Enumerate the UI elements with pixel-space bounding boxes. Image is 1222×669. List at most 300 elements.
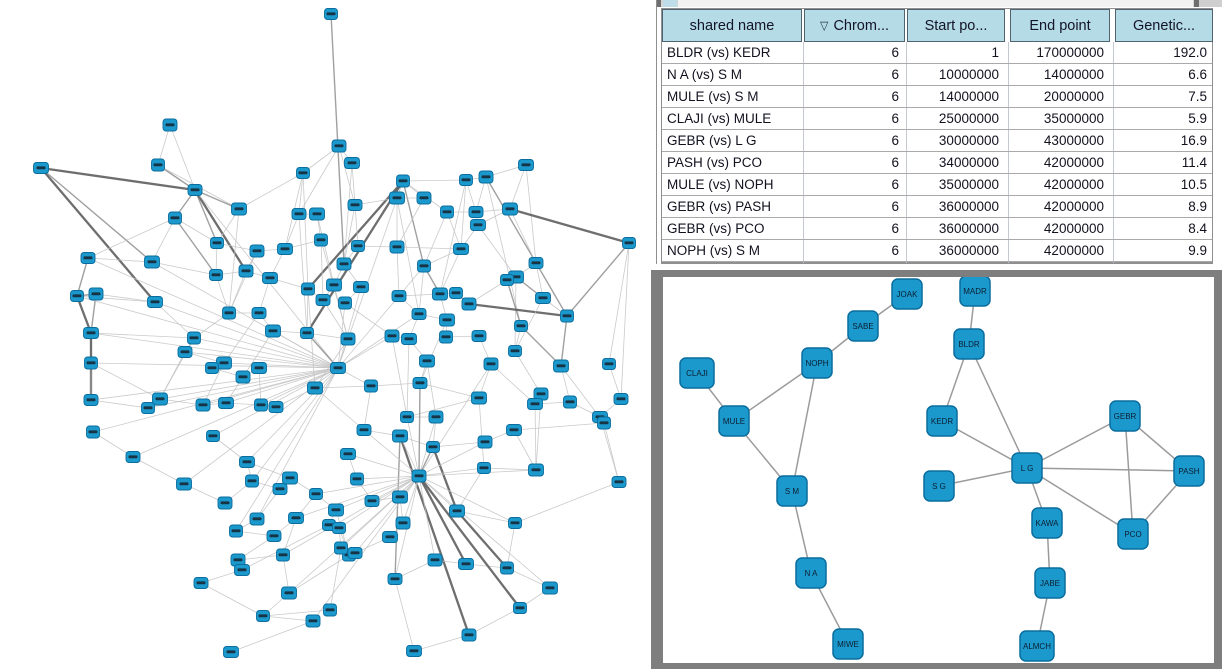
network-edge	[303, 173, 308, 289]
graph-node-almch[interactable]	[1020, 631, 1054, 661]
graph-node[interactable]	[316, 295, 330, 306]
node-label-smudge	[386, 535, 395, 538]
network-edge	[479, 398, 484, 468]
graph-node[interactable]	[310, 208, 325, 220]
graph-node[interactable]	[87, 426, 100, 438]
graph-node[interactable]	[401, 412, 414, 423]
graph-node[interactable]	[614, 394, 628, 405]
graph-node[interactable]	[412, 470, 426, 482]
graph-node-joak[interactable]	[892, 279, 922, 309]
graph-node[interactable]	[390, 241, 404, 253]
graph-node[interactable]	[515, 321, 528, 332]
network-edge	[263, 616, 313, 621]
table-row[interactable]	[662, 86, 1212, 108]
graph-node[interactable]	[603, 359, 616, 370]
node-label-smudge	[286, 476, 295, 479]
column-header-end_point[interactable]	[1010, 9, 1110, 42]
graph-node[interactable]	[462, 629, 476, 641]
graph-node[interactable]	[273, 484, 287, 495]
node-label-smudge	[191, 188, 200, 191]
table-scrollbar[interactable]	[656, 0, 1222, 7]
graph-node[interactable]	[471, 220, 486, 231]
table-row[interactable]	[662, 196, 1212, 218]
graph-node[interactable]	[297, 168, 310, 179]
graph-node[interactable]	[178, 347, 192, 358]
graph-node[interactable]	[81, 253, 95, 264]
table-cell-start_point: 1	[991, 45, 999, 60]
graph-node[interactable]	[390, 192, 405, 204]
node-label-smudge	[429, 445, 438, 448]
graph-node[interactable]	[188, 185, 202, 196]
table-cell-end_point: 42000000	[1043, 155, 1104, 170]
graph-node[interactable]	[341, 449, 356, 460]
table-cell-genetic: 8.4	[1188, 221, 1207, 236]
network-edge	[195, 190, 246, 271]
table-cell-chromosome: 6	[891, 243, 899, 258]
column-header-chromosome[interactable]	[804, 9, 905, 42]
graph-node[interactable]	[427, 442, 440, 453]
node-label-smudge	[405, 337, 414, 340]
node-label: PASH	[1178, 467, 1200, 476]
graph-node[interactable]	[428, 554, 442, 566]
table-cell-genetic: 11.4	[1181, 155, 1207, 170]
graph-node[interactable]	[152, 159, 165, 171]
network-edge	[486, 177, 567, 316]
table-cell-chromosome: 6	[891, 221, 899, 236]
graph-node[interactable]	[84, 328, 99, 339]
graph-node[interactable]	[503, 203, 518, 215]
node-label-smudge	[335, 526, 344, 529]
graph-node[interactable]	[392, 291, 406, 302]
table-cell-start_point: 35000000	[938, 177, 999, 192]
node-label-smudge	[337, 546, 346, 549]
graph-node[interactable]	[34, 163, 49, 174]
node-label-smudge	[431, 558, 440, 561]
graph-node[interactable]	[352, 241, 365, 252]
node-label-smudge	[354, 244, 363, 247]
column-header-shared_name[interactable]	[662, 9, 802, 42]
graph-node[interactable]	[211, 238, 224, 249]
graph-node[interactable]	[250, 245, 264, 257]
graph-node[interactable]	[385, 330, 399, 342]
graph-node[interactable]	[327, 279, 342, 291]
graph-node[interactable]	[269, 402, 283, 413]
node-label-smudge	[465, 633, 474, 636]
column-header-genetic[interactable]	[1115, 9, 1213, 42]
graph-node[interactable]	[472, 392, 487, 404]
graph-node[interactable]	[418, 260, 431, 272]
graph-node[interactable]	[196, 399, 210, 411]
graph-node[interactable]	[206, 363, 219, 374]
graph-node[interactable]	[383, 532, 398, 543]
graph-node[interactable]	[561, 310, 574, 322]
graph-node[interactable]	[462, 298, 476, 310]
node-label-smudge	[416, 381, 425, 384]
network-edge	[510, 165, 526, 209]
graph-node[interactable]	[396, 517, 410, 529]
table-cell-genetic: 9.9	[1188, 243, 1207, 258]
graph-node-madr[interactable]	[960, 277, 990, 306]
scrollbar-segment[interactable]	[663, 0, 677, 7]
graph-node[interactable]	[266, 325, 281, 337]
node-label-smudge	[276, 487, 285, 490]
graph-node[interactable]	[335, 542, 348, 554]
graph-node[interactable]	[278, 244, 293, 255]
graph-node[interactable]	[240, 457, 255, 468]
graph-node[interactable]	[460, 175, 473, 186]
graph-node[interactable]	[71, 291, 84, 302]
network-edge	[395, 579, 414, 651]
graph-node[interactable]	[479, 171, 493, 183]
graph-node[interactable]	[440, 314, 455, 326]
graph-node[interactable]	[282, 587, 297, 599]
graph-node[interactable]	[169, 212, 182, 224]
graph-node[interactable]	[412, 309, 426, 320]
table-cell-shared_name: GEBR (vs) PCO	[667, 221, 765, 236]
node-label-smudge	[475, 334, 484, 337]
graph-node-pash[interactable]	[1174, 456, 1204, 486]
node-label-smudge	[566, 400, 575, 403]
graph-node[interactable]	[126, 452, 140, 463]
node-label-smudge	[462, 178, 471, 181]
table-cell-shared_name: GEBR (vs) PASH	[667, 199, 772, 214]
graph-node[interactable]	[89, 288, 103, 300]
graph-node[interactable]	[246, 475, 259, 487]
graph-node[interactable]	[440, 331, 453, 343]
graph-node[interactable]	[348, 548, 362, 559]
node-label-smudge	[367, 384, 376, 387]
table-row[interactable]	[662, 174, 1212, 196]
graph-node-kawa[interactable]	[1032, 508, 1062, 538]
node-label-smudge	[360, 428, 369, 431]
graph-node[interactable]	[543, 582, 558, 594]
graph-node-gebr[interactable]	[1110, 401, 1140, 431]
network-edge	[397, 198, 424, 247]
graph-node[interactable]	[351, 473, 364, 485]
table-row[interactable]	[662, 64, 1212, 86]
node-label-smudge	[340, 262, 349, 265]
graph-node[interactable]	[219, 398, 234, 409]
graph-node-jabe[interactable]	[1035, 568, 1065, 598]
graph-node[interactable]	[529, 464, 544, 476]
network-edge	[515, 482, 619, 523]
table-row[interactable]	[662, 108, 1212, 130]
graph-node[interactable]	[388, 574, 402, 585]
graph-node[interactable]	[289, 513, 304, 524]
graph-node[interactable]	[507, 425, 522, 436]
network-edge	[403, 180, 466, 181]
graph-node[interactable]	[252, 308, 266, 319]
graph-node[interactable]	[207, 431, 220, 442]
graph-node[interactable]	[478, 463, 491, 474]
graph-node[interactable]	[441, 206, 454, 218]
graph-node[interactable]	[429, 411, 443, 423]
node-label-smudge	[312, 492, 321, 495]
network-edge	[969, 344, 1027, 468]
network-edge	[507, 523, 515, 568]
graph-node[interactable]	[145, 256, 160, 268]
graph-node[interactable]	[142, 403, 155, 414]
graph-node[interactable]	[224, 647, 239, 658]
network-edge	[321, 240, 323, 300]
graph-node[interactable]	[239, 265, 253, 277]
graph-node[interactable]	[450, 505, 465, 517]
column-header-start_point[interactable]	[907, 9, 1005, 42]
graph-node[interactable]	[413, 378, 427, 389]
graph-node[interactable]	[341, 333, 355, 345]
graph-node[interactable]	[484, 358, 498, 370]
graph-node[interactable]	[554, 360, 569, 372]
graph-node[interactable]	[501, 562, 514, 574]
node-label-smudge	[357, 285, 366, 288]
node-label-smudge	[87, 331, 96, 334]
graph-node[interactable]	[339, 297, 352, 309]
graph-node[interactable]	[188, 332, 201, 344]
network-edge	[344, 205, 355, 264]
graph-node[interactable]	[345, 158, 360, 169]
table-cell-start_point: 25000000	[938, 111, 999, 126]
graph-node[interactable]	[255, 399, 268, 411]
graph-node[interactable]	[148, 297, 163, 308]
filter-funnel-icon[interactable]: ▽	[819, 19, 829, 33]
graph-node[interactable]	[357, 425, 371, 436]
graph-node[interactable]	[218, 497, 232, 509]
graph-node[interactable]	[331, 363, 346, 374]
graph-node[interactable]	[292, 209, 306, 220]
graph-node[interactable]	[267, 531, 281, 542]
graph-node-bldr[interactable]	[954, 329, 984, 359]
graph-node[interactable]	[333, 523, 346, 534]
graph-node[interactable]	[407, 646, 422, 657]
graph-node[interactable]	[459, 559, 474, 570]
graph-node[interactable]	[283, 472, 298, 484]
table-cell-start_point: 36000000	[938, 221, 999, 236]
graph-node[interactable]	[397, 175, 410, 187]
graph-node-s-g[interactable]	[924, 471, 954, 501]
table-cell-shared_name: GEBR (vs) L G	[667, 133, 757, 148]
graph-node-pco[interactable]	[1118, 519, 1148, 549]
graph-node[interactable]	[433, 288, 448, 300]
graph-node[interactable]	[420, 355, 435, 367]
network-edge	[307, 289, 308, 333]
node-label-smudge	[503, 566, 512, 569]
node-label: KAWA	[1035, 519, 1059, 528]
graph-node[interactable]	[301, 328, 314, 339]
graph-node-s-m[interactable]	[777, 476, 807, 506]
network-edge	[420, 383, 479, 398]
graph-node[interactable]	[306, 615, 320, 627]
network-edge	[392, 336, 407, 417]
node-label-smudge	[209, 434, 218, 437]
node-label-smudge	[220, 361, 229, 364]
graph-node[interactable]	[153, 393, 168, 405]
network-edge	[252, 368, 338, 481]
scrollbar-segment[interactable]	[678, 0, 1193, 7]
node-label-smudge	[156, 397, 165, 400]
node-label-smudge	[481, 440, 490, 443]
graph-node[interactable]	[310, 489, 323, 500]
node-label-smudge	[234, 558, 243, 561]
node-label: BLDR	[958, 340, 980, 349]
node-label-smudge	[235, 207, 244, 210]
graph-node[interactable]	[514, 603, 527, 614]
graph-node[interactable]	[472, 331, 486, 342]
table-row[interactable]	[662, 42, 1212, 64]
node-label-smudge	[330, 283, 339, 286]
graph-node[interactable]	[528, 399, 543, 410]
graph-node[interactable]	[450, 288, 463, 299]
table-cell-end_point: 42000000	[1043, 199, 1104, 214]
graph-node-mule[interactable]	[719, 406, 749, 436]
graph-node-n-a[interactable]	[796, 558, 826, 588]
node-label-smudge	[238, 568, 247, 571]
table-row[interactable]	[662, 218, 1212, 240]
node-label: S G	[932, 482, 946, 491]
table-row[interactable]	[662, 152, 1212, 174]
graph-node[interactable]	[365, 496, 379, 507]
node-label-smudge	[292, 516, 301, 519]
table-cell-end_point: 42000000	[1043, 221, 1104, 236]
node-label: SABE	[852, 322, 874, 331]
node-label-smudge	[180, 482, 189, 485]
graph-node[interactable]	[529, 258, 543, 269]
table-cell-shared_name: BLDR (vs) KEDR	[667, 45, 771, 60]
graph-node[interactable]	[536, 293, 551, 304]
node-label-smudge	[199, 403, 208, 406]
node-label: JOAK	[896, 290, 918, 299]
graph-node[interactable]	[263, 273, 278, 284]
graph-node[interactable]	[85, 357, 98, 369]
node-label: GEBR	[1113, 412, 1137, 421]
network-edge	[152, 262, 216, 275]
graph-node-sabe[interactable]	[848, 311, 878, 341]
graph-node[interactable]	[324, 604, 337, 616]
network-edge	[160, 352, 185, 399]
graph-node[interactable]	[210, 270, 223, 281]
graph-node[interactable]	[236, 371, 250, 383]
table-cell-end_point: 170000000	[1036, 45, 1104, 60]
graph-node-kedr[interactable]	[927, 406, 957, 436]
node-label-smudge	[393, 196, 402, 199]
graph-node[interactable]	[252, 363, 267, 374]
graph-node[interactable]	[509, 346, 522, 357]
graph-node[interactable]	[402, 334, 417, 345]
table-cell-shared_name: PASH (vs) PCO	[667, 155, 763, 170]
graph-node[interactable]	[348, 200, 362, 211]
network-edge	[792, 363, 817, 491]
graph-node[interactable]	[623, 238, 636, 249]
table-cell-shared_name: MULE (vs) NOPH	[667, 177, 774, 192]
network-edge	[77, 296, 338, 368]
node-label: PCO	[1124, 530, 1142, 539]
table-cell-chromosome: 6	[891, 89, 899, 104]
graph-node[interactable]	[478, 436, 492, 448]
graph-node[interactable]	[277, 549, 290, 561]
graph-node[interactable]	[230, 525, 243, 537]
graph-node-l-g[interactable]	[1012, 453, 1042, 483]
graph-node[interactable]	[337, 258, 351, 270]
graph-node[interactable]	[393, 491, 408, 503]
table-row[interactable]	[662, 130, 1212, 152]
node-label-smudge	[472, 210, 481, 213]
node-label-smudge	[482, 175, 491, 178]
node-label-smudge	[532, 468, 541, 471]
scrollbar-segment[interactable]	[1199, 0, 1222, 7]
graph-node[interactable]	[454, 244, 469, 255]
node-label-smudge	[415, 312, 424, 315]
network-edge	[535, 404, 536, 470]
graph-node-claji[interactable]	[680, 358, 714, 388]
graph-node[interactable]	[564, 396, 577, 408]
graph-node[interactable]	[257, 611, 270, 622]
graph-node[interactable]	[84, 395, 98, 406]
network-edge	[397, 247, 399, 296]
node-label-smudge	[335, 144, 344, 147]
network-edge	[400, 436, 469, 635]
network-edge	[604, 423, 619, 482]
graph-node[interactable]	[250, 513, 264, 525]
table-row[interactable]	[662, 240, 1212, 262]
node-label-smudge	[457, 247, 466, 250]
node-label-smudge	[255, 366, 264, 369]
graph-node[interactable]	[598, 417, 611, 429]
network-edge	[419, 476, 520, 608]
graph-node-miwe[interactable]	[833, 629, 863, 659]
node-label-smudge	[511, 349, 520, 352]
graph-node[interactable]	[235, 565, 250, 576]
graph-node[interactable]	[223, 307, 236, 319]
graph-node-noph[interactable]	[802, 348, 832, 378]
network-edge	[334, 285, 348, 339]
graph-node[interactable]	[469, 207, 483, 218]
graph-node[interactable]	[302, 283, 315, 295]
graph-node[interactable]	[163, 119, 177, 131]
network-edge	[1027, 468, 1189, 471]
graph-node[interactable]	[332, 140, 346, 152]
graph-node[interactable]	[354, 282, 369, 293]
graph-node[interactable]	[501, 275, 514, 286]
node-label-smudge	[299, 171, 308, 174]
graph-node[interactable]	[177, 478, 192, 490]
graph-node[interactable]	[519, 160, 534, 171]
node-label-smudge	[317, 238, 326, 241]
graph-node[interactable]	[325, 9, 338, 20]
network-edge	[170, 125, 195, 190]
graph-node[interactable]	[315, 234, 328, 246]
node-label-smudge	[391, 577, 400, 580]
graph-node[interactable]	[612, 477, 626, 488]
network-edge	[420, 320, 447, 383]
graph-node[interactable]	[509, 518, 522, 529]
graph-node[interactable]	[417, 192, 431, 204]
node-label-smudge	[190, 336, 199, 339]
graph-node[interactable]	[393, 430, 408, 442]
graph-node[interactable]	[308, 382, 323, 394]
node-label-smudge	[227, 650, 236, 653]
network-edge	[515, 277, 516, 351]
table-cell-end_point: 20000000	[1043, 89, 1104, 104]
graph-node[interactable]	[194, 578, 208, 589]
graph-node[interactable]	[365, 380, 378, 392]
node-label-smudge	[257, 403, 266, 406]
graph-node[interactable]	[232, 203, 247, 215]
filtered-network-view[interactable]	[663, 277, 1214, 663]
node-label-smudge	[272, 405, 281, 408]
node-label-smudge	[531, 402, 540, 405]
node-label-smudge	[221, 501, 230, 504]
node-label-smudge	[266, 276, 275, 279]
graph-node[interactable]	[329, 504, 344, 516]
